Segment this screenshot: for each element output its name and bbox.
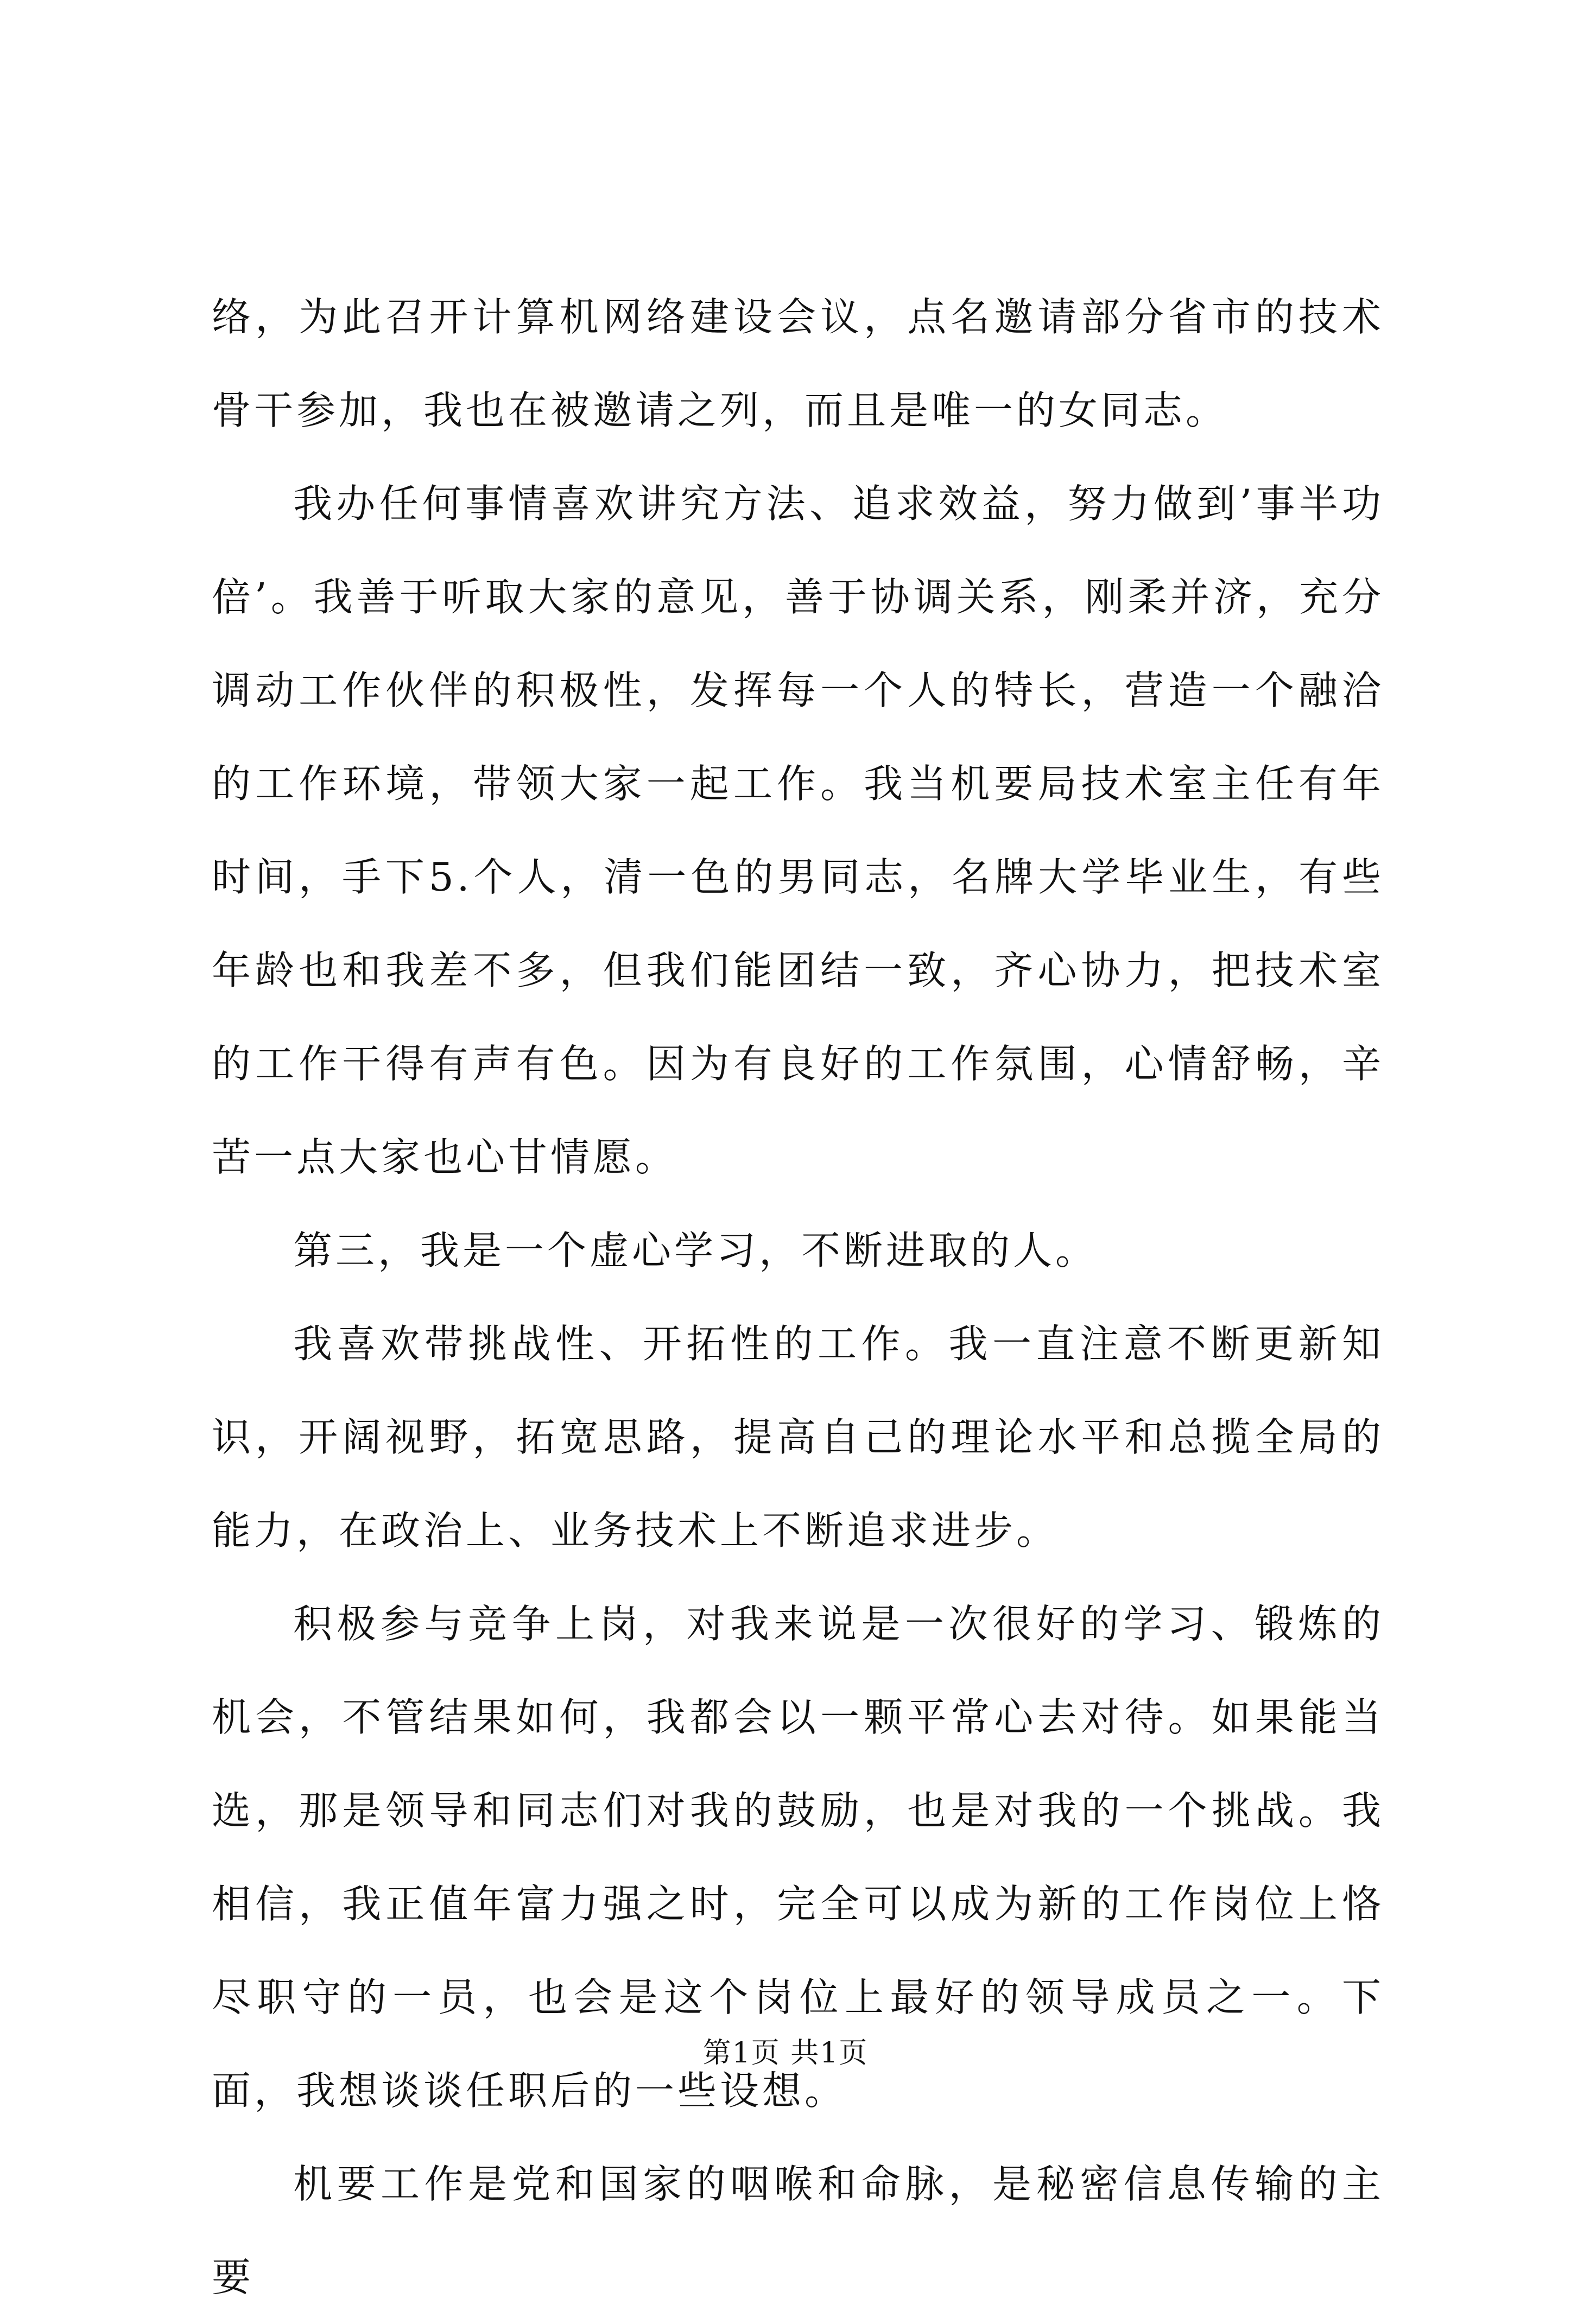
paragraph-continuation: 络，为此召开计算机网络建设会议，点名邀请部分省市的技术骨干参加，我也在被邀请之列，而且是唯一的女同志。	[212, 294, 1384, 433]
paragraph-confidential-work: 机要工作是党和国家的咽喉和命脉，是秘密信息传输的主要	[212, 2161, 1384, 2300]
paragraph-competition: 积极参与竞争上岗，对我来说是一次很好的学习、锻炼的机会，不管结果如何，我都会以一颗平常心去对待。如果能当选，那是领导和同志们对我的鼓励，也是对我的一个挑战。我相信，我正值年富力强之时，完全可以成为新的工作岗位上恪尽职守的一员，也会是这个岗位上最好的领导成员之一。下面，我想谈谈任职后的一些设想。	[212, 1601, 1384, 2113]
page-footer: 第1页 共1页	[702, 2037, 869, 2069]
document-body	[212, 270, 1384, 2324]
paragraph-working-method: 我办任何事情喜欢讲究方法、追求效益，努力做到’事半功倍’。我善于听取大家的意见，善于协调关系，刚柔并济，充分调动工作伙伴的积极性，发挥每一个人的特长，营造一个融洽的工作环境，带领大家一起工作。我当机要局技术室主任有年时间，手下5.个人，清一色的男同志，名牌大学毕业生，有些年龄也和我差不多，但我们能团结一致，齐心协力，把技术室的工作干得有声有色。因为有良好的工作氛围，心情舒畅，辛苦一点大家也心甘情愿。	[212, 481, 1384, 1180]
paragraph-learning: 我喜欢带挑战性、开拓性的工作。我一直注意不断更新知识，开阔视野，拓宽思路，提高自己的理论水平和总揽全局的能力，在政治上、业务技术上不断追求进步。	[212, 1321, 1384, 1553]
paragraph-third-point: 第三，我是一个虚心学习，不断进取的人。	[293, 1228, 1098, 1273]
